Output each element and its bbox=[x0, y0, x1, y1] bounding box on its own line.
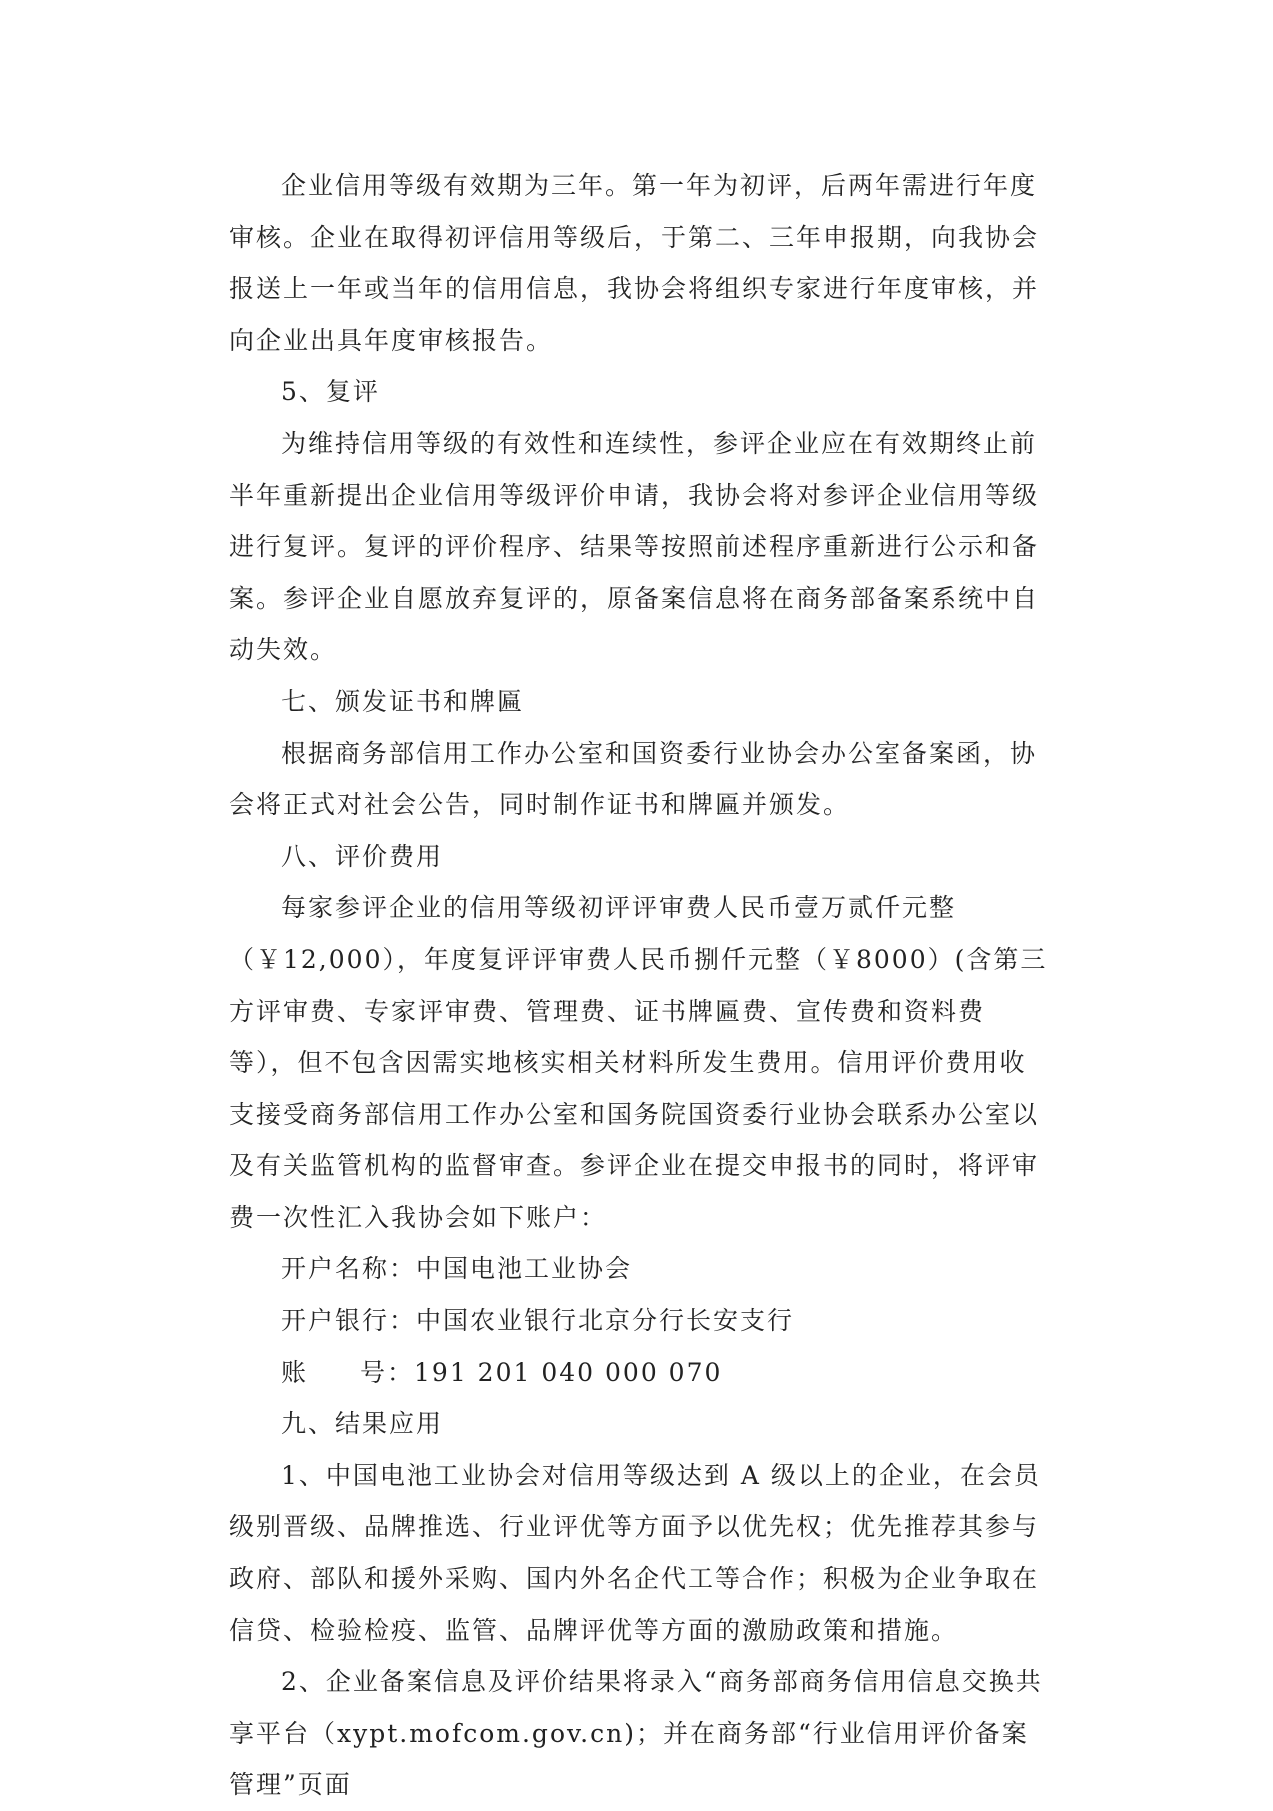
heading-fees: 八、评价费用 bbox=[281, 841, 444, 871]
heading-re-evaluation: 5、复评 bbox=[281, 377, 380, 407]
paragraph-results-1: 1、中国电池工业协会对信用等级达到 A 级以上的企业，在会员级别晋级、品牌推选、行业评优等方面予以优先权；优先推荐其参与政府、部队和援外采购、国内外名企代工等合作；积极为企业争取在信贷、检验检疫、监管、品牌评优等方面的激励政策和措施。 bbox=[229, 1460, 1041, 1645]
paragraph-certificate: 根据商务部信用工作办公室和国资委行业协会办公室备案函，协会将正式对社会公告，同时制作证书和牌匾并颁发。 bbox=[229, 738, 1038, 820]
document-body bbox=[229, 160, 1049, 1811]
paragraph-re-evaluation: 为维持信用等级的有效性和连续性，参评企业应在有效期终止前半年重新提出企业信用等级评价申请，我协会将对参评企业信用等级进行复评。复评的评价程序、结果等按照前述程序重新进行公示和备案。参评企业自愿放弃复评的，原备案信息将在商务部备案系统中自动失效。 bbox=[229, 428, 1040, 665]
paragraph-results-2: 2、企业备案信息及评价结果将录入“商务部商务信用信息交换共享平台（xypt.mofcom.gov.cn)；并在商务部“行业信用评价备案管理”页面 bbox=[229, 1667, 1043, 1800]
account-name: 开户名称：中国电池工业协会 bbox=[281, 1254, 633, 1284]
heading-results: 九、结果应用 bbox=[281, 1409, 444, 1439]
heading-certificate: 七、颁发证书和牌匾 bbox=[281, 686, 525, 716]
paragraph-validity: 企业信用等级有效期为三年。第一年为初评，后两年需进行年度审核。企业在取得初评信用等级后，于第二、三年申报期，向我协会报送上一年或当年的信用信息，我协会将组织专家进行年度审核，并向企业出具年度审核报告。 bbox=[229, 171, 1040, 355]
account-number-label-b: 号：191 201 040 000 070 bbox=[360, 1357, 723, 1387]
account-number bbox=[229, 1347, 1049, 1399]
account-number-label-a: 账 bbox=[281, 1357, 309, 1387]
account-bank: 开户银行：中国农业银行北京分行长安支行 bbox=[281, 1306, 795, 1336]
paragraph-fees: 每家参评企业的信用等级初评评审费人民币壹万贰仟元整（￥12,000），年度复评评审费人民币捌仟元整（￥8000）(含第三方评审费、专家评审费、管理费、证书牌匾费、宣传费和资料费等），但不包含因需实地核实相关材料所发生费用。信用评价费用收支接受商务部信用工作办公室和国务院国资委行业协会联系办公室以及有关监管机构的监督审查。参评企业在提交申报书的同时，将评审费一次性汇入我协会如下账户： bbox=[229, 893, 1048, 1232]
